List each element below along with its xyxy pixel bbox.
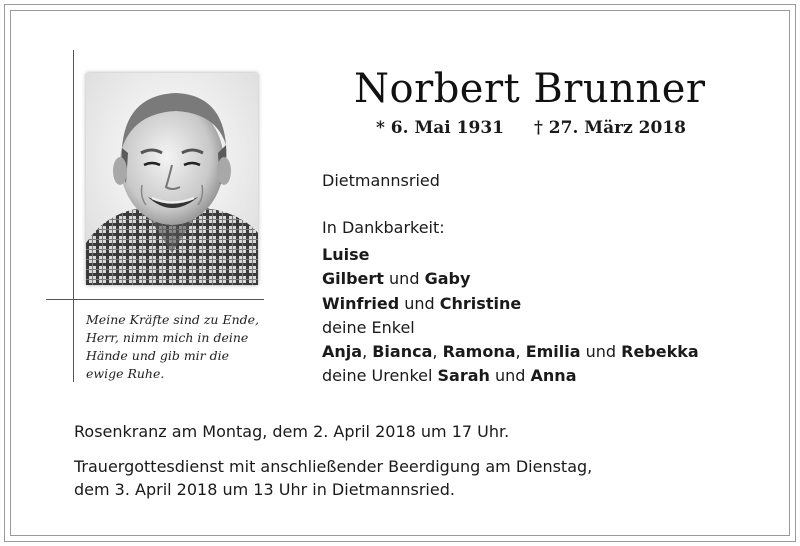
family-name: Gilbert xyxy=(322,269,384,289)
family-name: Rebekka xyxy=(621,342,699,362)
family-line xyxy=(322,340,699,364)
life-dates xyxy=(376,117,706,139)
family-name: Anja xyxy=(322,342,363,362)
rosary-info: Rosenkranz am Montag, dem 2. April 2018 um 17 Uhr. xyxy=(74,422,510,441)
connector-text: und xyxy=(383,269,425,289)
family-line: deine Enkel xyxy=(322,317,415,337)
connector-text: , xyxy=(432,342,443,362)
family-list xyxy=(322,243,699,389)
connector-text: und xyxy=(399,293,440,313)
horizontal-rule xyxy=(46,299,264,300)
family-name: Anna xyxy=(530,366,577,386)
funeral-line: dem 3. April 2018 um 13 Uhr in Dietmannsried. xyxy=(74,480,455,499)
deceased-name: Norbert Brunner xyxy=(354,66,706,112)
family-name: Gaby xyxy=(424,269,471,289)
vertical-rule xyxy=(73,50,74,382)
connector-text: und xyxy=(580,342,622,362)
family-line xyxy=(322,364,699,388)
family-name: Christine xyxy=(439,293,522,313)
family-line xyxy=(322,243,699,267)
connector-text: , xyxy=(362,342,373,362)
funeral-info xyxy=(74,455,592,501)
death-date: † 27. März 2018 xyxy=(534,118,686,138)
family-name: Ramona xyxy=(442,342,516,362)
portrait-photo xyxy=(86,73,258,285)
connector-text: und xyxy=(489,366,531,386)
memorial-quote xyxy=(86,311,271,383)
funeral-line: Trauergottesdienst mit anschließender Beerdigung am Dienstag, xyxy=(74,457,593,476)
quote-line: Hände und gib mir die xyxy=(86,348,230,363)
quote-line: Meine Kräfte sind zu Ende, xyxy=(86,312,259,327)
family-name: Sarah xyxy=(437,366,490,386)
family-name: Luise xyxy=(322,245,370,264)
family-name: Emilia xyxy=(525,342,581,362)
quote-line: ewige Ruhe. xyxy=(86,366,165,381)
connector-text: deine Urenkel xyxy=(322,366,438,386)
family-line xyxy=(322,267,699,291)
place-of-residence: Dietmannsried xyxy=(322,171,440,190)
connector-text: , xyxy=(515,342,526,362)
family-name: Bianca xyxy=(372,342,433,362)
birth-date: * 6. Mai 1931 xyxy=(376,118,504,138)
family-line xyxy=(322,292,699,316)
thanks-heading: In Dankbarkeit: xyxy=(322,218,445,237)
quote-line: Herr, nimm mich in deine xyxy=(86,330,249,345)
family-name: Winfried xyxy=(322,293,400,313)
